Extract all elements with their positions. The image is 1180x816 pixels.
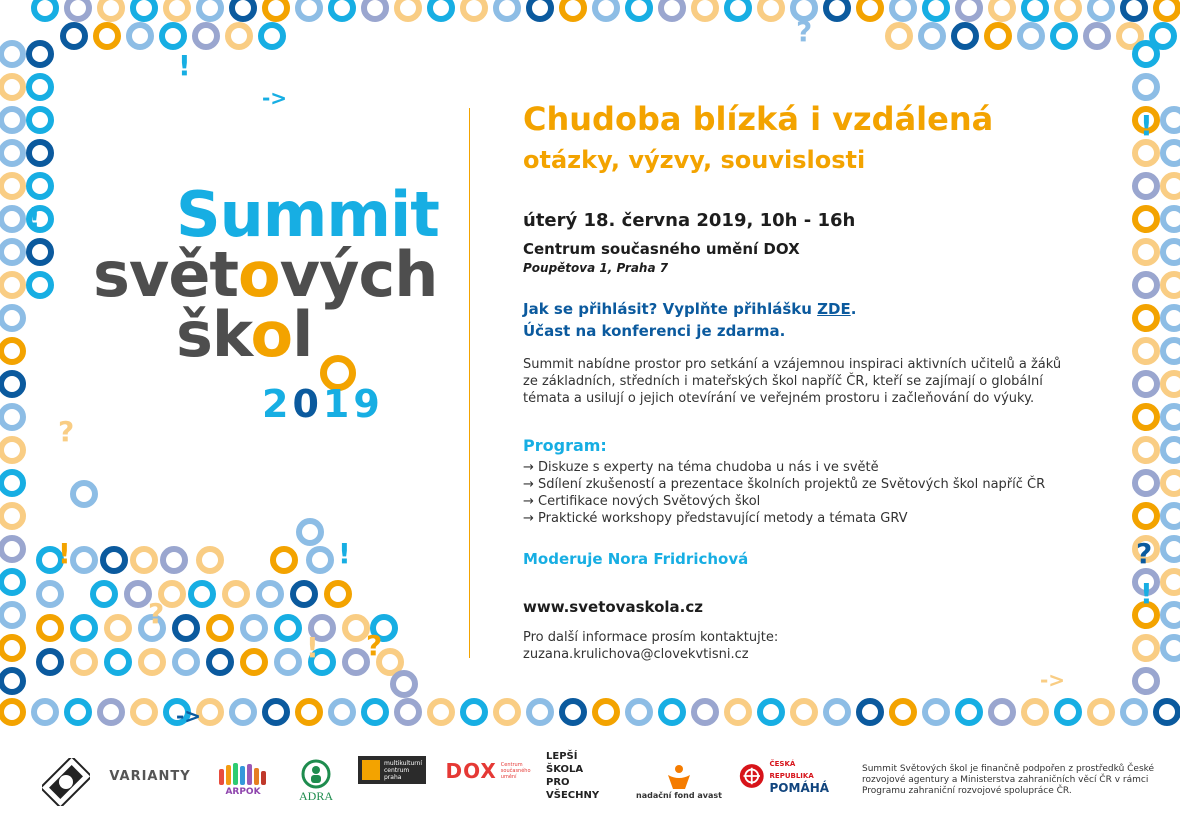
decor-ring <box>126 22 154 50</box>
decor-ring <box>1160 337 1180 365</box>
decor-ring <box>1153 0 1180 22</box>
event-date: úterý 18. června 2019, 10h - 16h <box>523 210 856 231</box>
decor-ring <box>724 0 752 22</box>
decor-ring <box>658 0 686 22</box>
arrow-glyph: -> <box>1040 668 1066 692</box>
decor-ring <box>1132 436 1160 464</box>
decor-ring <box>889 0 917 22</box>
decor-ring <box>36 580 64 608</box>
decor-ring <box>1087 698 1115 726</box>
decor-ring <box>64 0 92 22</box>
decor-ring <box>0 667 26 695</box>
decor-ring <box>36 648 64 676</box>
program-item: → Certifikace nových Světových škol <box>523 494 761 509</box>
question-glyph: ? <box>796 15 813 48</box>
logo-skol: škol <box>176 298 313 371</box>
contact-info <box>523 629 778 663</box>
decor-ring <box>240 648 268 676</box>
decor-ring <box>0 238 26 266</box>
decor-ring <box>206 648 234 676</box>
question-glyph: ? <box>58 415 75 448</box>
exclamation-glyph: ! <box>1140 577 1153 610</box>
exclamation-glyph: ! <box>1140 109 1153 142</box>
decor-ring <box>70 546 98 574</box>
decor-ring <box>1160 238 1180 266</box>
decor-ring <box>26 73 54 101</box>
decor-ring <box>1021 698 1049 726</box>
decor-ring <box>295 698 323 726</box>
decor-ring <box>1132 667 1160 695</box>
decor-ring <box>0 0 14 10</box>
decor-ring <box>592 0 620 22</box>
decor-ring <box>1160 535 1180 563</box>
decor-ring <box>1054 698 1082 726</box>
decor-ring <box>262 698 290 726</box>
decor-ring <box>0 436 26 464</box>
dox-logo: DOX Centrum současného umění <box>445 759 531 783</box>
decor-ring <box>0 205 26 233</box>
decor-ring <box>1132 40 1160 68</box>
decor-ring <box>757 698 785 726</box>
decor-ring <box>324 580 352 608</box>
question-glyph: ? <box>1136 537 1153 570</box>
decor-ring <box>1021 0 1049 22</box>
decor-ring <box>691 698 719 726</box>
free-entry-note: Účast na konferenci je zdarma. <box>523 322 786 340</box>
decor-ring <box>0 601 26 629</box>
decor-ring <box>1160 205 1180 233</box>
program-heading: Program: <box>523 436 607 455</box>
decor-ring <box>988 698 1016 726</box>
decor-ring <box>100 546 128 574</box>
decor-ring <box>922 0 950 22</box>
exclamation-glyph: ! <box>338 537 351 570</box>
decor-ring <box>0 73 26 101</box>
decor-ring <box>1132 172 1160 200</box>
decor-ring <box>0 271 26 299</box>
decor-ring <box>240 614 268 642</box>
decor-ring <box>526 0 554 22</box>
moderator: Moderuje Nora Fridrichová <box>523 550 749 568</box>
decor-ring <box>0 139 26 167</box>
decor-ring <box>206 614 234 642</box>
exclamation-glyph: ! <box>178 49 191 82</box>
decor-ring <box>1132 469 1160 497</box>
decor-ring <box>130 698 158 726</box>
decor-ring <box>625 0 653 22</box>
decor-ring <box>36 614 64 642</box>
program-item: → Praktické workshopy představující metody a témata GRV <box>523 511 908 526</box>
decor-ring <box>31 0 59 22</box>
decor-ring <box>130 0 158 22</box>
decor-ring <box>1160 403 1180 431</box>
decor-ring <box>1132 139 1160 167</box>
decor-ring <box>1132 205 1160 233</box>
decor-ring <box>159 22 187 50</box>
decor-ring <box>172 648 200 676</box>
decor-ring <box>691 0 719 22</box>
exclamation-glyph: ! <box>28 201 41 234</box>
decor-ring <box>163 0 191 22</box>
decor-ring <box>1120 698 1148 726</box>
decor-ring <box>1087 0 1115 22</box>
decor-ring <box>955 0 983 22</box>
arrow-glyph: -> <box>176 704 202 728</box>
arrow-glyph: -> <box>262 86 288 110</box>
decor-ring <box>1160 271 1180 299</box>
decor-ring <box>0 40 26 68</box>
decor-ring <box>1083 22 1111 50</box>
clovek-v-tisni-logo <box>40 756 92 808</box>
decor-ring <box>26 172 54 200</box>
decor-ring <box>1132 271 1160 299</box>
event-title: Chudoba blízká i vzdálená <box>523 100 994 138</box>
decor-ring <box>625 698 653 726</box>
decor-ring <box>328 698 356 726</box>
decor-ring <box>493 698 521 726</box>
decor-ring <box>26 271 54 299</box>
decor-ring <box>559 0 587 22</box>
decor-ring <box>225 22 253 50</box>
decor-ring <box>885 22 913 50</box>
decor-ring <box>790 698 818 726</box>
decor-ring <box>104 614 132 642</box>
decor-ring <box>26 40 54 68</box>
decor-ring <box>955 698 983 726</box>
decor-ring <box>274 614 302 642</box>
decor-ring <box>229 0 257 22</box>
decor-ring <box>1050 22 1078 50</box>
decor-ring <box>90 580 118 608</box>
decor-ring <box>64 698 92 726</box>
decor-ring <box>1017 22 1045 50</box>
decor-ring <box>1160 568 1180 596</box>
mkc-logo: multikulturní centrum praha <box>358 756 426 784</box>
website-link[interactable]: www.svetovaskola.cz <box>523 598 703 616</box>
decor-ring <box>0 304 26 332</box>
event-address: Poupětova 1, Praha 7 <box>523 261 669 275</box>
decor-ring <box>26 238 54 266</box>
decor-ring <box>192 22 220 50</box>
decor-ring <box>856 698 884 726</box>
contact-email[interactable]: zuzana.krulichova@clovekvtisni.cz <box>523 647 749 662</box>
decor-ring <box>1160 502 1180 530</box>
decor-ring <box>1132 73 1160 101</box>
decor-ring <box>460 0 488 22</box>
decor-ring <box>0 535 26 563</box>
decor-ring <box>0 634 26 662</box>
event-description: Summit nabídne prostor pro setkání a vzájemnou inspiraci aktivních učitelů a žáků ze základních, středních i mateřských škol napříč ČR, kteří se zajímají o globální témata a usilují o jejich otevírání ve veřejném prostoru i začleňování do výuky. <box>523 357 1062 406</box>
decor-ring <box>160 546 188 574</box>
decor-ring <box>328 0 356 22</box>
decor-ring <box>460 698 488 726</box>
decor-ring <box>93 22 121 50</box>
decor-ring <box>0 568 26 596</box>
decor-ring <box>0 106 26 134</box>
decor-ring <box>0 403 26 431</box>
question-glyph: ? <box>366 629 383 662</box>
decor-ring <box>427 0 455 22</box>
decor-ring <box>130 546 158 574</box>
arpok-logo: ARPOK <box>214 756 272 802</box>
decor-ring <box>592 698 620 726</box>
varianty-logo: VARIANTY <box>109 768 191 784</box>
decor-ring <box>0 172 26 200</box>
decor-ring <box>1160 436 1180 464</box>
decor-ring <box>229 698 257 726</box>
decor-ring <box>70 480 98 508</box>
decor-ring <box>70 648 98 676</box>
avast-logo: nadační fond avast <box>634 756 724 806</box>
decor-ring <box>1160 106 1180 134</box>
decor-ring <box>823 698 851 726</box>
adra-logo: ADRA <box>292 756 340 806</box>
sponsor-note: Summit Světových škol je finančně podpořen z prostředků České rozvojové agentury a Ministerstva zahraničních věcí ČR v rámci Programu zahraniční rozvojové spolupráce ČR. <box>862 764 1155 796</box>
decor-ring <box>1160 304 1180 332</box>
decor-ring <box>0 698 26 726</box>
program-item: → Sdílení zkušeností a prezentace školních projektů ze Světových škol napříč ČR <box>523 477 1046 492</box>
decor-ring <box>493 0 521 22</box>
signup-link[interactable]: ZDE <box>817 300 851 318</box>
decor-ring <box>196 0 224 22</box>
decor-ring <box>918 22 946 50</box>
decor-ring <box>559 698 587 726</box>
decor-ring <box>1160 139 1180 167</box>
decor-ring <box>988 0 1016 22</box>
decor-ring <box>31 698 59 726</box>
decor-ring <box>0 370 26 398</box>
column-divider <box>469 108 470 658</box>
decor-ring <box>1132 502 1160 530</box>
decor-ring <box>1132 403 1160 431</box>
decor-ring <box>70 614 98 642</box>
decor-ring <box>104 648 132 676</box>
decor-ring <box>1153 698 1180 726</box>
program-list <box>523 459 1045 527</box>
decor-ring <box>427 698 455 726</box>
exclamation-glyph: ! <box>58 537 71 570</box>
decor-ring <box>1160 601 1180 629</box>
decor-ring <box>0 337 26 365</box>
decor-ring <box>172 614 200 642</box>
decor-ring <box>274 648 302 676</box>
decor-ring <box>262 0 290 22</box>
decor-ring <box>658 698 686 726</box>
signup-text: Jak se přihlásit? Vyplňte přihlášku ZDE. <box>523 300 857 318</box>
decor-ring <box>1132 337 1160 365</box>
decor-ring <box>823 0 851 22</box>
decor-ring <box>97 698 125 726</box>
decor-ring <box>296 518 324 546</box>
decor-ring <box>951 22 979 50</box>
decor-ring <box>138 648 166 676</box>
question-glyph: ? <box>148 597 165 630</box>
decor-ring <box>26 106 54 134</box>
decor-ring <box>361 698 389 726</box>
decor-ring <box>856 0 884 22</box>
decor-ring <box>1132 634 1160 662</box>
decor-ring <box>361 0 389 22</box>
decor-ring <box>757 0 785 22</box>
decor-ring <box>394 698 422 726</box>
decor-ring <box>1132 370 1160 398</box>
decor-ring <box>188 580 216 608</box>
decor-ring <box>390 670 418 698</box>
decor-ring <box>295 0 323 22</box>
logo-svetovych: světových <box>93 238 438 311</box>
decor-ring <box>1132 238 1160 266</box>
decor-ring <box>1132 304 1160 332</box>
decor-ring <box>724 698 752 726</box>
decor-ring <box>0 502 26 530</box>
decor-ring <box>1160 370 1180 398</box>
decor-ring <box>306 546 334 574</box>
logo-year: 2019 <box>262 382 384 426</box>
decor-ring <box>1160 469 1180 497</box>
exclamation-glyph: ! <box>306 631 319 664</box>
decor-ring <box>1054 0 1082 22</box>
decor-ring <box>526 698 554 726</box>
decor-ring <box>1160 634 1180 662</box>
decor-ring <box>394 0 422 22</box>
decor-ring <box>222 580 250 608</box>
logo-summit: Summit <box>176 178 439 251</box>
program-item: → Diskuze s experty na téma chudoba u nás i ve světě <box>523 460 879 475</box>
decor-ring <box>290 580 318 608</box>
event-subtitle: otázky, výzvy, souvislosti <box>523 146 866 174</box>
decor-ring <box>984 22 1012 50</box>
decor-ring <box>1160 172 1180 200</box>
decor-ring <box>256 580 284 608</box>
contact-intro: Pro další informace prosím kontaktujte: <box>523 630 779 645</box>
decor-ring <box>196 546 224 574</box>
decor-ring <box>26 139 54 167</box>
decor-ring <box>258 22 286 50</box>
decor-ring <box>889 698 917 726</box>
cr-pomaha-logo: ČESKÁ REPUBLIKA POMÁHÁ <box>738 756 836 796</box>
event-venue: Centrum současného umění DOX <box>523 240 800 258</box>
lepsi-skola-logo: LEPŠÍ ŠKOLA PRO VŠECHNY <box>546 751 600 801</box>
decor-ring <box>270 546 298 574</box>
decor-ring <box>922 698 950 726</box>
decor-ring <box>60 22 88 50</box>
decor-ring <box>1120 0 1148 22</box>
decor-ring <box>0 469 26 497</box>
decor-ring <box>97 0 125 22</box>
